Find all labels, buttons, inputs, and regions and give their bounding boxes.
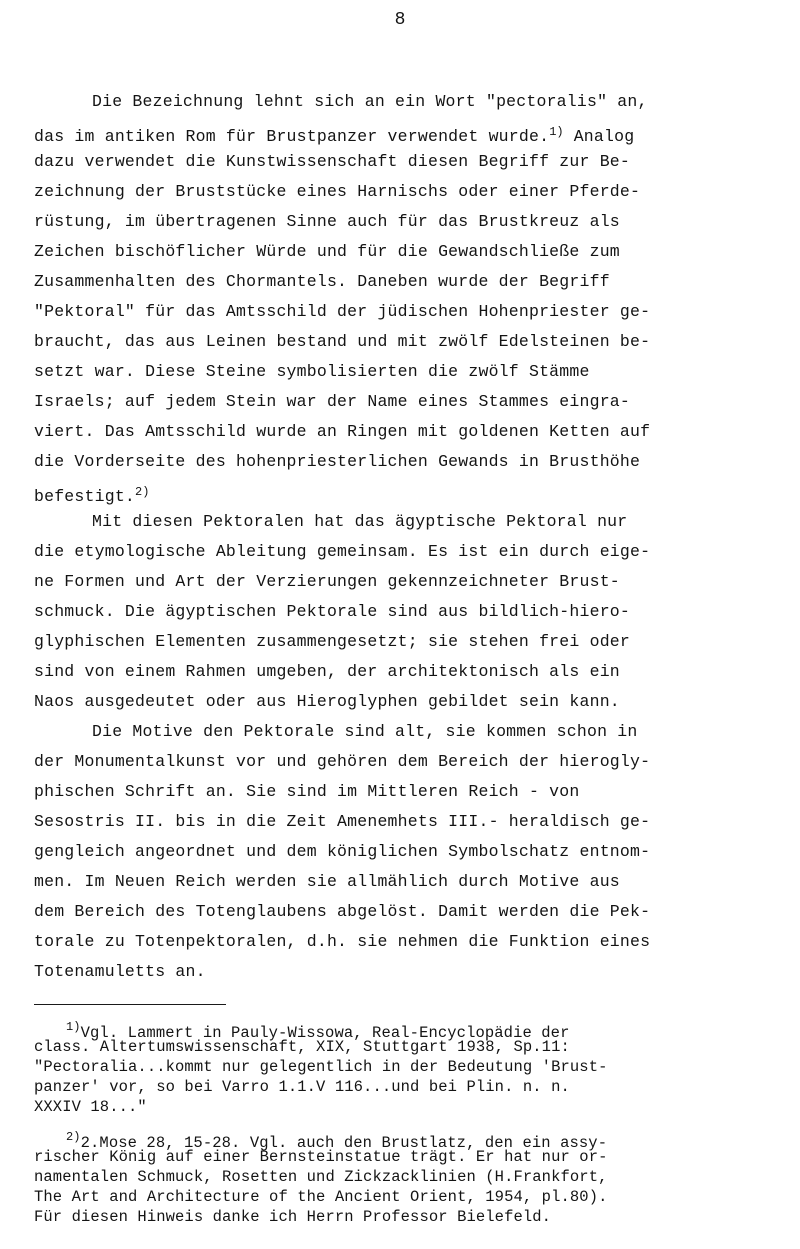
text-line: Mit diesen Pektoralen hat das ägyptische Pektoral nur [92,512,628,531]
text-line: ne Formen und Art der Verzierungen gekennzeichneter Brust- [34,572,620,591]
footnote-line: rischer König auf einer Bernsteinstatue trägt. Er hat nur or- [34,1148,608,1166]
text-line: dazu verwendet die Kunstwissenschaft diesen Begriff zur Be- [34,152,630,171]
text-line: Naos ausgedeutet oder aus Hieroglyphen gebildet sein kann. [34,692,620,711]
text-line: viert. Das Amtsschild wurde an Ringen mit goldenen Ketten auf [34,422,651,441]
text-line: braucht, das aus Leinen bestand und mit zwölf Edelsteinen be- [34,332,651,351]
footnote-line: class. Altertumswissenschaft, XIX, Stuttgart 1938, Sp.11: [34,1038,570,1056]
text-line: Zeichen bischöflicher Würde und für die Gewandschließe zum [34,242,620,261]
footnote-line: The Art and Architecture of the Ancient Orient, 1954, pl.80). [34,1188,608,1206]
text-line: sind von einem Rahmen umgeben, der architektonisch als ein [34,662,620,681]
text-segment: Analog [563,127,635,146]
text-line: phischen Schrift an. Sie sind im Mittleren Reich - von [34,782,580,801]
text-line: schmuck. Die ägyptischen Pektorale sind aus bildlich-hiero- [34,602,630,621]
text-line: "Pektoral" für das Amtsschild der jüdischen Hohenpriester ge- [34,302,651,321]
text-line: Sesostris II. bis in die Zeit Amenemhets III.- heraldisch ge- [34,812,651,831]
text-line: setzt war. Diese Steine symbolisierten die zwölf Stämme [34,362,590,381]
footnote-marker-1: 1) [66,1020,81,1034]
text-line: gengleich angeordnet und dem königlichen Symbolschatz entnom- [34,842,651,861]
text-line: dem Bereich des Totenglaubens abgelöst. Damit werden die Pek- [34,902,651,921]
text-segment: befestigt. [34,487,136,506]
text-line: die etymologische Ableitung gemeinsam. Es ist ein durch eige- [34,542,651,561]
text-segment: 2.Mose 28, 15-28. Vgl. auch den Brustlatz, den ein assy- [80,1134,608,1152]
text-line: rüstung, im übertragenen Sinne auch für das Brustkreuz als [34,212,620,231]
text-line: Zusammenhalten des Chormantels. Daneben wurde der Begriff [34,272,610,291]
text-line [34,122,776,147]
text-line: zeichnung der Bruststücke eines Harnischs oder einer Pferde- [34,182,641,201]
text-line: men. Im Neuen Reich werden sie allmählich durch Motive aus [34,872,620,891]
text-line: glyphischen Elementen zusammengesetzt; sie stehen frei oder [34,632,630,651]
text-line: Totenamuletts an. [34,962,206,981]
footnote-line: XXXIV 18..." [34,1098,147,1116]
text-line: Die Bezeichnung lehnt sich an ein Wort "pectoralis" an, [92,92,648,111]
footnote-reference-2: 2) [135,485,150,499]
footnote-reference-1: 1) [549,125,564,139]
footnote-separator [34,1004,226,1005]
text-line: der Monumentalkunst vor und gehören dem Bereich der hierogly- [34,752,651,771]
footnote-line: namentalen Schmuck, Rosetten und Zickzacklinien (H.Frankfort, [34,1168,608,1186]
footnote-line: "Pectoralia...kommt nur gelegentlich in der Bedeutung 'Brust- [34,1058,608,1076]
text-line: Die Motive den Pektorale sind alt, sie kommen schon in [92,722,638,741]
page-number: 8 [394,10,406,30]
text-line: die Vorderseite des hohenpriesterlichen Gewands in Brusthöhe [34,452,641,471]
footnote-line: Für diesen Hinweis danke ich Herrn Professor Bielefeld. [34,1208,552,1226]
text-line [34,482,776,507]
text-line: torale zu Totenpektoralen, d.h. sie nehmen die Funktion eines [34,932,651,951]
text-line: Israels; auf jedem Stein war der Name eines Stammes eingra- [34,392,630,411]
text-segment: das im antiken Rom für Brustpanzer verwendet wurde. [34,127,550,146]
text-segment: Vgl. Lammert in Pauly-Wissowa, Real-Encyclopädie der [80,1024,570,1042]
footnote-marker-2: 2) [66,1130,81,1144]
footnote-line: panzer' vor, so bei Varro 1.1.V 116...und bei Plin. n. n. [34,1078,570,1096]
